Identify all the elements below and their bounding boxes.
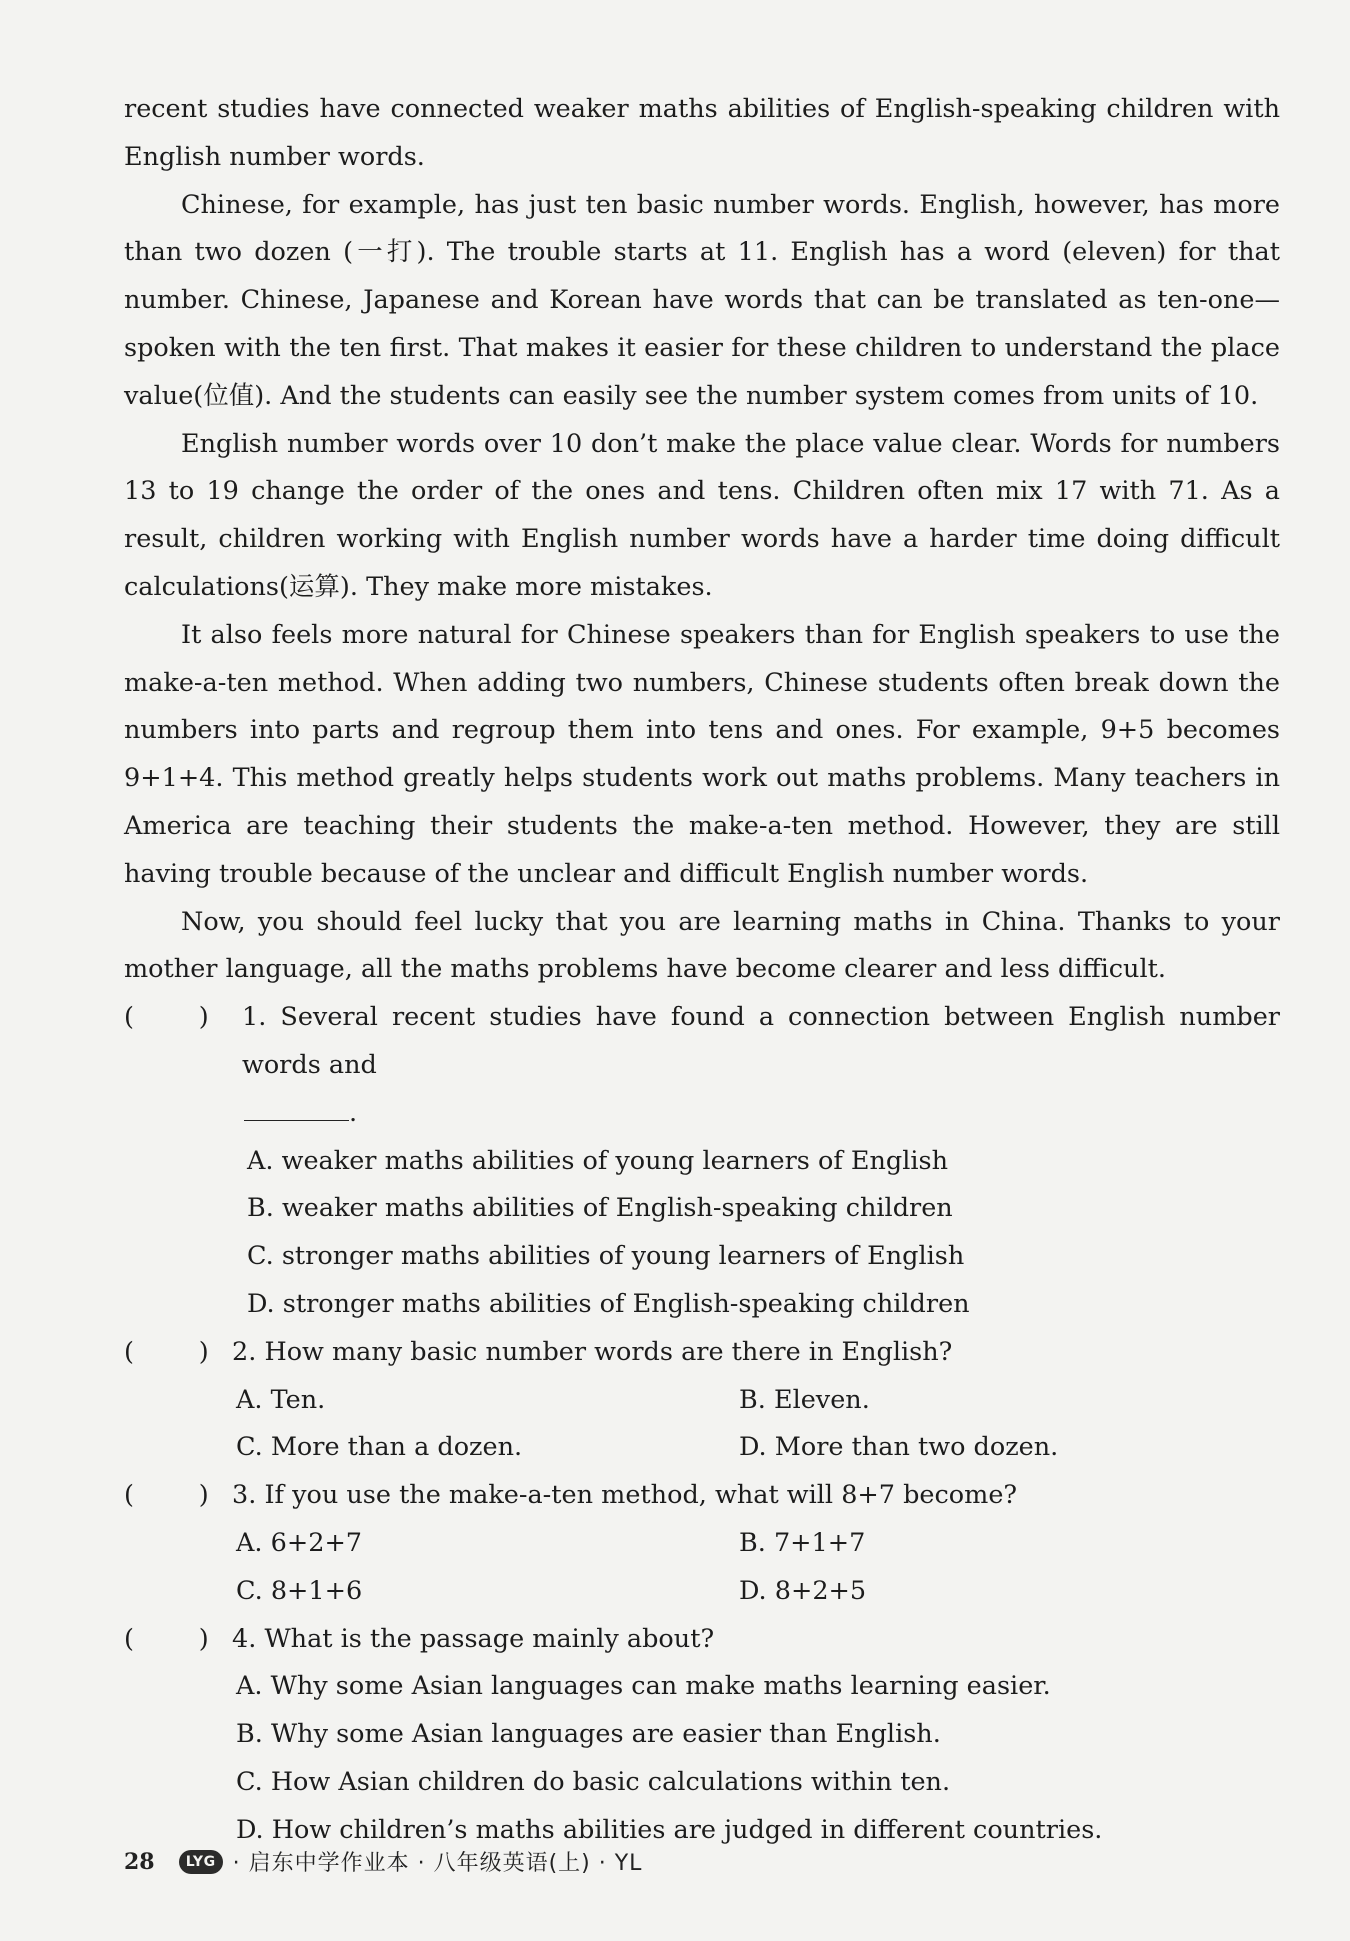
passage-paragraph: Chinese, for example, has just ten basic number words. English, however, has more than two dozen (一打). The trouble starts at 11. English has a word (eleven) for that number. Chinese, Japanese and Korean have words that can be translated as ten-one—spoken with the ten first. That makes it easier for these children to understand the place value(位值). And the students can easily see the number system comes from units of 10. [124, 189, 1280, 411]
question-stem: If you use the make-a-ten method, what will 8+7 become? [264, 1480, 1018, 1511]
question-stem: Several recent studies have found a connection between English number words and [242, 1002, 1281, 1080]
page-number: 28 [124, 1848, 155, 1875]
answer-parentheses[interactable]: ( ) [124, 1336, 209, 1367]
option-b[interactable]: B. Eleven. [739, 1384, 870, 1415]
option-c[interactable]: C. More than a dozen. [236, 1432, 523, 1463]
question-number: 1. [242, 1002, 267, 1033]
series-title: · 启东中学作业本 · 八年级英语(上) · YL [232, 1851, 643, 1876]
option-d[interactable]: D. How children’s maths abilities are judged in different countries. [236, 1814, 1103, 1845]
question-number: 2. [232, 1336, 257, 1367]
question-2 [124, 1329, 1280, 1472]
option-a[interactable]: A. 6+2+7 [236, 1527, 363, 1558]
passage-and-questions [124, 86, 1280, 1854]
page-footer [124, 1846, 642, 1877]
options-list [124, 1138, 1280, 1329]
passage-paragraph: English number words over 10 don’t make the place value clear. Words for numbers 13 to 19 change the order of the ones and tens. Children often mix 17 with 71. As a result, children working with English number words have a harder time doing difficult calculations(运算). They make more mistakes. [124, 428, 1280, 602]
answer-parentheses[interactable]: ( ) [124, 1623, 209, 1654]
question-number: 4. [232, 1623, 257, 1654]
publisher-logo-icon: LYG [179, 1850, 223, 1874]
options-grid [124, 1377, 1280, 1473]
option-a[interactable]: A. Ten. [236, 1384, 326, 1415]
option-b[interactable]: B. Why some Asian languages are easier than English. [236, 1719, 941, 1750]
option-d[interactable]: D. 8+2+5 [739, 1575, 867, 1606]
option-b[interactable]: B. weaker maths abilities of English-speaking children [247, 1193, 953, 1224]
passage-paragraph: It also feels more natural for Chinese speakers than for English speakers to use the make-a-ten method. When adding two numbers, Chinese students often break down the numbers into parts and regroup them into tens and ones. For example, 9+5 becomes 9+1+4. This method greatly helps students work out maths problems. Many teachers in America are teaching their students the make-a-ten method. However, they are still having trouble because of the unclear and difficult English number words. [124, 619, 1280, 889]
question-4 [124, 1616, 1280, 1855]
question-number: 3. [232, 1480, 257, 1511]
option-a[interactable]: A. weaker maths abilities of young learners of English [247, 1145, 949, 1176]
blank-tail: . [349, 1097, 358, 1128]
option-c[interactable]: C. 8+1+6 [236, 1575, 363, 1606]
answer-parentheses[interactable]: ( ) [124, 1480, 209, 1511]
options-list [124, 1663, 1280, 1854]
passage-paragraph: recent studies have connected weaker maths abilities of English-speaking children with English number words. [124, 94, 1280, 172]
option-b[interactable]: B. 7+1+7 [739, 1527, 866, 1558]
question-1 [124, 994, 1280, 1329]
fill-in-blank[interactable] [244, 1092, 349, 1121]
option-d[interactable]: D. stronger maths abilities of English-speaking children [247, 1288, 970, 1319]
option-c[interactable]: C. How Asian children do basic calculations within ten. [236, 1766, 951, 1797]
passage-paragraph: Now, you should feel lucky that you are learning maths in China. Thanks to your mother language, all the maths problems have become clearer and less difficult. [124, 906, 1280, 985]
question-3 [124, 1472, 1280, 1615]
option-d[interactable]: D. More than two dozen. [739, 1432, 1059, 1463]
option-a[interactable]: A. Why some Asian languages can make maths learning easier. [236, 1671, 1051, 1702]
question-stem: What is the passage mainly about? [264, 1623, 715, 1654]
answer-parentheses[interactable]: ( ) [124, 1002, 209, 1033]
question-stem: How many basic number words are there in English? [264, 1336, 953, 1367]
option-c[interactable]: C. stronger maths abilities of young learners of English [247, 1241, 965, 1272]
options-grid [124, 1520, 1280, 1616]
